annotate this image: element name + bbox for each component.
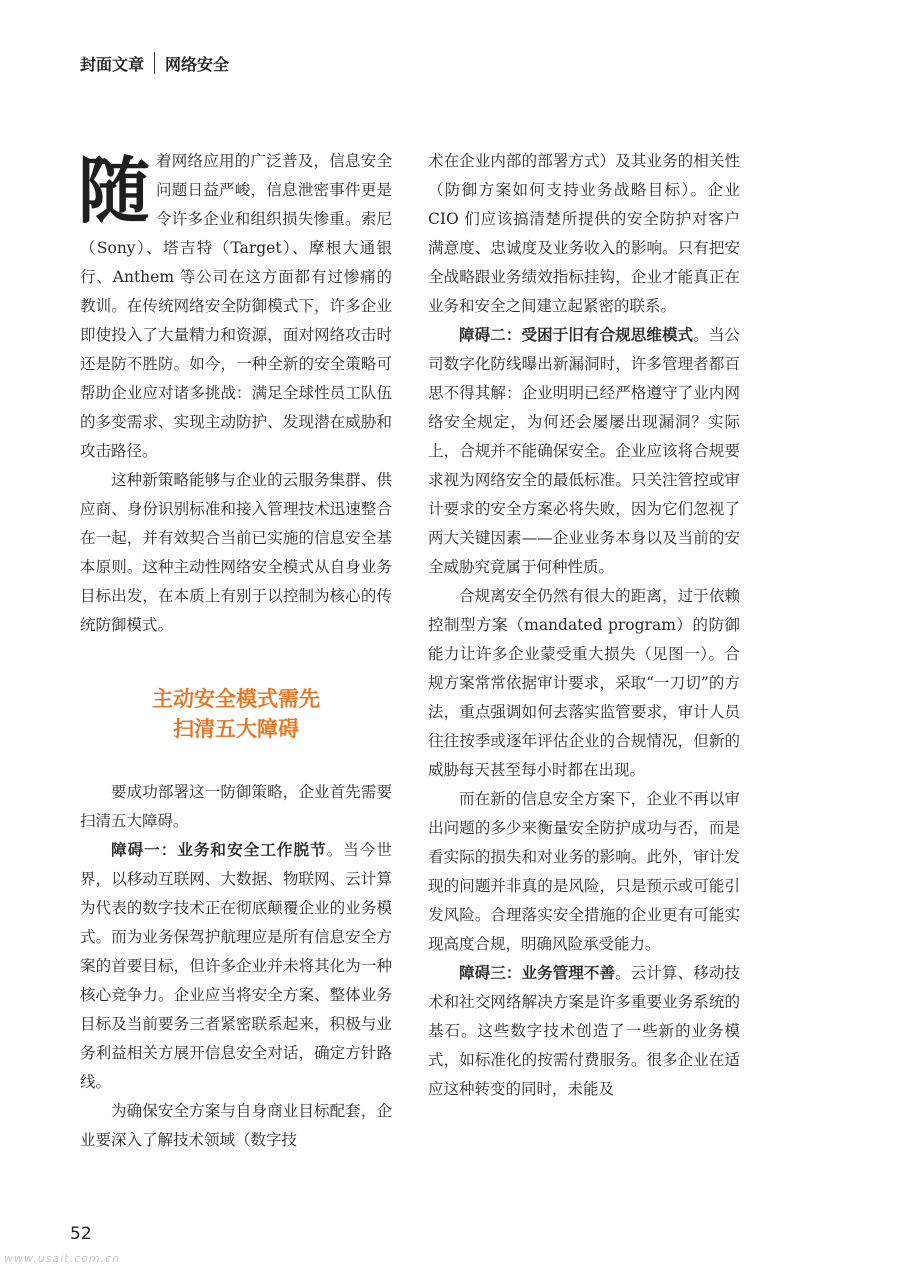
- paragraph: 这种新策略能够与企业的云服务集群、供应商、身份识别标准和接入管理技术迅速整合在一起，并有效契合当前已实施的信息安全基本原则。这种主动性网络安全模式从自身业务目标出发，在本质上有别于以控制为核心的传统防御模式。: [80, 471, 392, 634]
- running-header: [80, 50, 229, 76]
- header-topic: 网络安全: [165, 54, 230, 74]
- page-number: 52: [70, 1224, 92, 1244]
- paragraph: [428, 959, 740, 1104]
- paragraph: 而在新的信息安全方案下，企业不再以审出问题的多少来衡量安全防护成功与否，而是看实际的损失和对业务的影响。此外，审计发现的问题并非真的是风险，只是预示或可能引发风险。合理落实安全措施的企业更有可能实现高度合规，明确风险承受能力。: [428, 790, 740, 953]
- article-column-left: [80, 147, 392, 1155]
- obstacle-heading: 障碍一：业务和安全工作脱节: [111, 841, 327, 859]
- section-heading-line: 扫清五大障碍: [173, 717, 299, 741]
- header-divider: [154, 52, 155, 74]
- paragraph-intro-text: 着网络应用的广泛普及，信息安全问题日益严峻，信息泄密事件更是令许多企业和组织损失惨重。索尼（Sony）、塔吉特（Target）、摩根大通银行、Anthem 等公司在这方面都有过惨痛的教训。在传统网络安全防御模式下，许多企业即使投入了大量精力和资源，面对网络攻击时还是防不胜防。如今，一种全新的安全策略可帮助企业应对诸多挑战：满足全球性员工队伍的多变需求、实现主动防护、发现潜在威胁和攻击路径。: [80, 152, 392, 460]
- paragraph: 要成功部署这一防御策略，企业首先需要扫清五大障碍。: [80, 783, 392, 830]
- obstacle-heading: 障碍二：受困于旧有合规思维模式: [459, 326, 694, 344]
- article-column-right: [428, 147, 740, 1104]
- drop-cap: 随: [78, 149, 151, 233]
- section-heading: [80, 684, 392, 744]
- header-section: 封面文章: [80, 54, 145, 74]
- paragraph: 术在企业内部的部署方式）及其业务的相关性（防御方案如何支持业务战略目标）。企业 CIO 们应该搞清楚所提供的安全防护对客户满意度、忠诚度及业务收入的影响。只有把安全战略跟业务绩效指标挂钩，企业才能真正在业务和安全之间建立起紧密的联系。: [428, 152, 740, 315]
- paragraph-text: 。当公司数字化防线曝出新漏洞时，许多管理者都百思不得其解：企业明明已经严格遵守了业内网络安全规定，为何还会屡屡出现漏洞？实际上，合规并不能确保安全。企业应该将合规要求视为网络安全的最低标准。只关注管控或审计要求的安全方案必将失败，因为它们忽视了两大关键因素——企业业务本身以及当前的安全威胁究竟属于何种性质。: [428, 326, 740, 576]
- paragraph-intro: [80, 147, 392, 466]
- paragraph-text: 。当今世界，以移动互联网、大数据、物联网、云计算为代表的数字技术正在彻底颠覆企业的业务模式。而为业务保驾护航理应是所有信息安全方案的首要目标，但许多企业并未将其化为一种核心竞争力。企业应当将安全方案、整体业务目标及当前要务三者紧密联系起来，积极与业务利益相关方展开信息安全对话，确定方针路线。: [80, 841, 392, 1091]
- section-heading-line: 主动安全模式需先: [152, 687, 320, 711]
- paragraph: 为确保安全方案与自身商业目标配套，企业要深入了解技术领域（数字技: [80, 1102, 392, 1149]
- paragraph-text: 。云计算、移动技术和社交网络解决方案是许多重要业务系统的基石。这些数字技术创造了一些新的业务模式，如标准化的按需付费服务。很多企业在适应这种转变的同时，未能及: [428, 964, 740, 1098]
- paragraph: 合规离安全仍然有很大的距离，过于依赖控制型方案（mandated program）的防御能力让许多企业蒙受重大损失（见图一）。合规方案常常依据审计要求，采取“一刀切”的方法，重点强调如何去落实监管要求，审计人员往往按季或逐年评估企业的合规情况，但新的威胁每天甚至每小时都在出现。: [428, 587, 740, 779]
- paragraph: [428, 321, 740, 582]
- obstacle-heading: 障碍三：业务管理不善: [459, 964, 616, 982]
- watermark: www.usait.com.cn: [4, 1252, 121, 1265]
- paragraph: [80, 836, 392, 1097]
